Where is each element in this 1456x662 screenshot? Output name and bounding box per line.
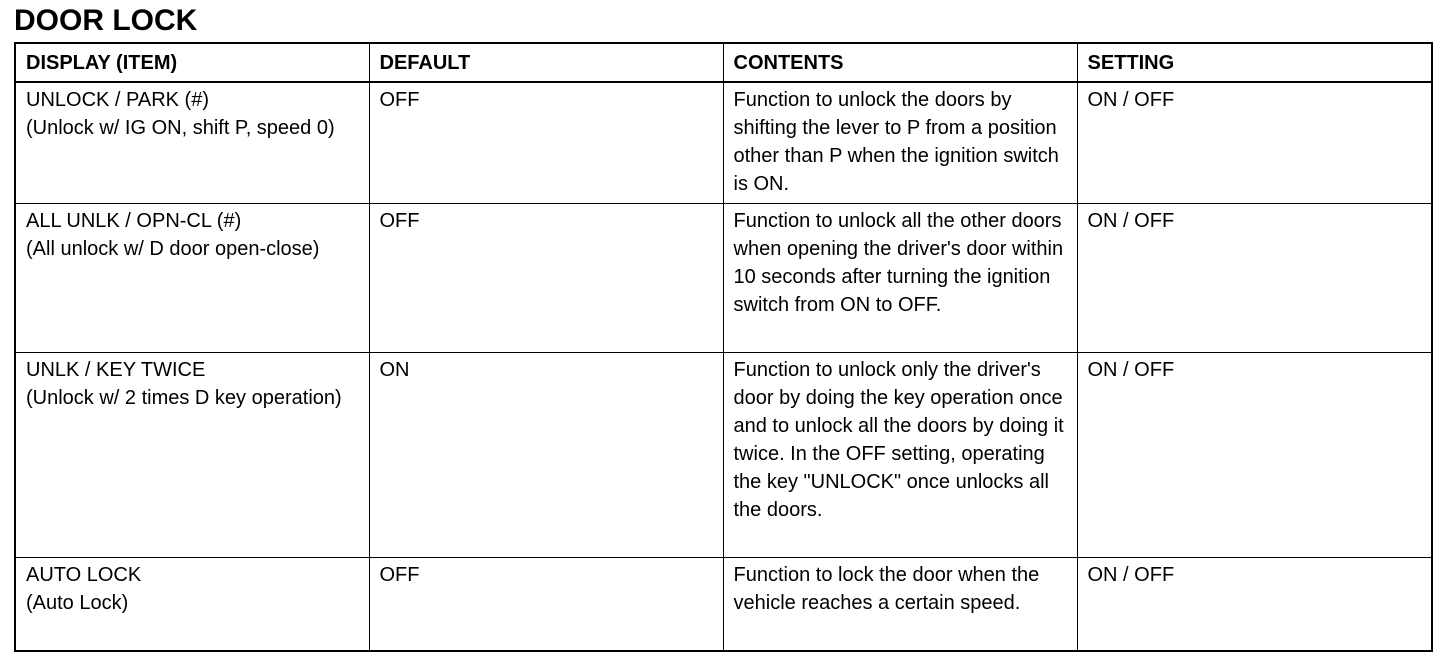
table-row bbox=[15, 353, 1432, 558]
display-item-description: (Auto Lock) bbox=[26, 592, 129, 614]
default-cell: OFF bbox=[369, 558, 723, 652]
display-item-description: (Unlock w/ IG ON, shift P, speed 0) bbox=[26, 117, 335, 139]
default-cell: ON bbox=[369, 353, 723, 558]
display-item-name: UNLOCK / PARK (#) bbox=[26, 89, 209, 111]
display-item-description: (Unlock w/ 2 times D key operation) bbox=[26, 387, 342, 409]
setting-cell: ON / OFF bbox=[1077, 82, 1432, 204]
display-item-cell bbox=[15, 204, 369, 353]
default-cell: OFF bbox=[369, 82, 723, 204]
display-item-name: AUTO LOCK bbox=[26, 564, 142, 586]
contents-cell: Function to unlock the doors by shifting the lever to P from a position other than P when the ignition switch is ON. bbox=[723, 82, 1077, 204]
door-lock-table bbox=[14, 42, 1433, 652]
table-row bbox=[15, 558, 1432, 652]
display-item-description: (All unlock w/ D door open-close) bbox=[26, 238, 320, 260]
table-row bbox=[15, 204, 1432, 353]
contents-cell: Function to lock the door when the vehicle reaches a certain speed. bbox=[723, 558, 1077, 652]
page-title: DOOR LOCK bbox=[14, 4, 198, 37]
table-header-row bbox=[15, 43, 1432, 82]
contents-cell: Function to unlock all the other doors when opening the driver's door within 10 seconds after turning the ignition switch from ON to OFF. bbox=[723, 204, 1077, 353]
display-item-cell bbox=[15, 353, 369, 558]
header-contents: CONTENTS bbox=[723, 43, 1077, 82]
header-setting: SETTING bbox=[1077, 43, 1432, 82]
setting-cell: ON / OFF bbox=[1077, 353, 1432, 558]
default-cell: OFF bbox=[369, 204, 723, 353]
header-default: DEFAULT bbox=[369, 43, 723, 82]
header-display-item: DISPLAY (ITEM) bbox=[15, 43, 369, 82]
setting-cell: ON / OFF bbox=[1077, 204, 1432, 353]
display-item-cell bbox=[15, 82, 369, 204]
display-item-name: ALL UNLK / OPN-CL (#) bbox=[26, 210, 242, 232]
display-item-name: UNLK / KEY TWICE bbox=[26, 359, 206, 381]
table-row bbox=[15, 82, 1432, 204]
setting-cell: ON / OFF bbox=[1077, 558, 1432, 652]
contents-cell: Function to unlock only the driver's door by doing the key operation once and to unlock all the doors by doing it twice. In the OFF setting, operating the key "UNLOCK" once unlocks all the doors. bbox=[723, 353, 1077, 558]
display-item-cell bbox=[15, 558, 369, 652]
